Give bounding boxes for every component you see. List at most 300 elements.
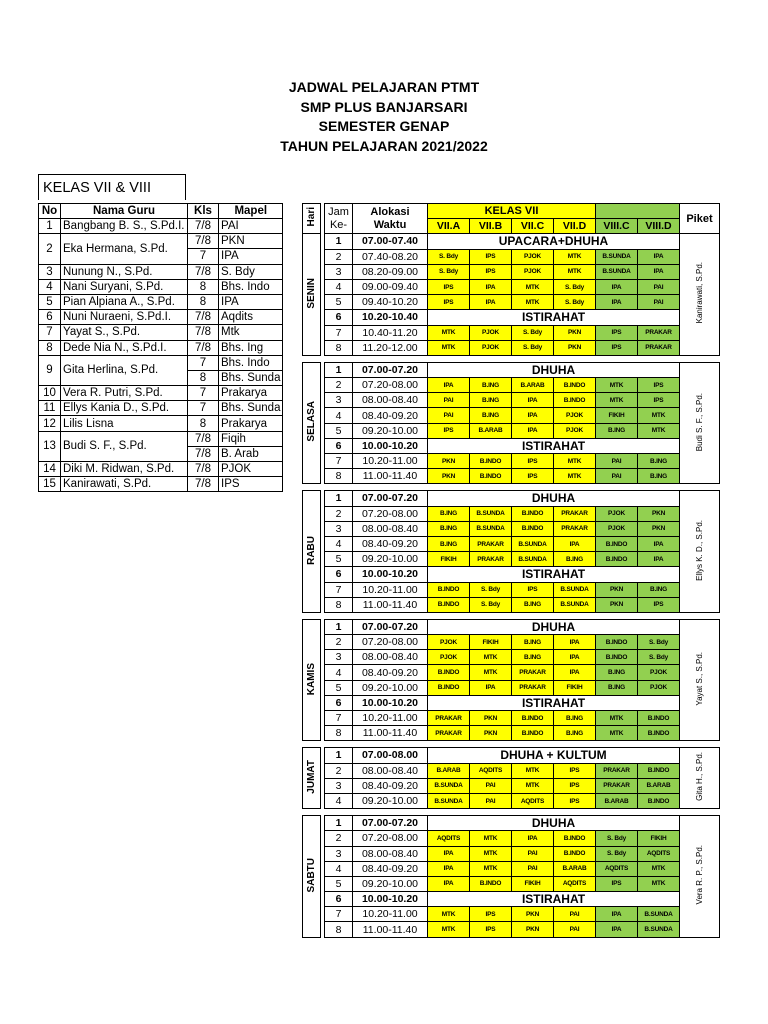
subject-cell: IPA [596, 922, 638, 937]
jam-cell: 7 [325, 711, 353, 726]
subject-cell: PJOK [512, 249, 554, 264]
schedule-row [303, 264, 720, 279]
subject-cell: B.INDO [470, 876, 512, 891]
subject-cell: MTK [596, 393, 638, 408]
jam-cell: 5 [325, 423, 353, 438]
subject-cell: B.INDO [428, 597, 470, 612]
subject-cell: PRAKAR [554, 506, 596, 521]
day-label: SENIN [306, 277, 317, 309]
waktu-cell: 11.00-11.40 [353, 469, 428, 484]
schedule-row [303, 582, 720, 597]
jam-cell: 8 [325, 726, 353, 741]
waktu-cell: 10.20-11.00 [353, 907, 428, 922]
teacher-kls: 7/8 [188, 234, 219, 249]
jam-cell: 5 [325, 876, 353, 891]
teacher-no: 4 [39, 279, 61, 294]
jam-cell: 4 [325, 793, 353, 808]
subject-cell: B.ING [638, 454, 680, 469]
kelas7-header: KELAS VII [428, 204, 596, 219]
subject-cell: PRAKAR [470, 536, 512, 551]
subject-cell: IPA [512, 831, 554, 846]
waktu-cell: 08.40-09.20 [353, 861, 428, 876]
subject-cell: IPS [596, 340, 638, 355]
schedule-row [303, 665, 720, 680]
jam-cell: 3 [325, 846, 353, 861]
gap-cell [303, 809, 720, 816]
class-header: VII.B [470, 219, 512, 234]
subject-cell: MTK [428, 922, 470, 937]
subject-cell: B.ARAB [470, 423, 512, 438]
subject-cell: MTK [596, 726, 638, 741]
jam-cell: 3 [325, 521, 353, 536]
subject-cell: PRAKAR [428, 726, 470, 741]
subject-cell: B.INDO [638, 726, 680, 741]
schedule-row [303, 310, 720, 325]
waktu-cell: 09.20-10.00 [353, 680, 428, 695]
jam-cell: 7 [325, 454, 353, 469]
subject-cell: IPS [638, 378, 680, 393]
teacher-mapel: IPS [219, 477, 283, 492]
teacher-row [39, 477, 283, 492]
teacher-name: Vera R. Putri, S.Pd. [61, 386, 188, 401]
subject-cell: B.INDO [554, 831, 596, 846]
waktu-cell: 08.20-09.00 [353, 264, 428, 279]
schedule-row [303, 249, 720, 264]
subject-cell: B.INDO [428, 680, 470, 695]
subject-cell: PAI [428, 393, 470, 408]
subject-cell: IPA [470, 295, 512, 310]
day-gap [303, 355, 720, 362]
subject-cell: IPA [470, 680, 512, 695]
subject-cell: PKN [554, 325, 596, 340]
teacher-no: 7 [39, 325, 61, 340]
schedule-row [303, 423, 720, 438]
schedule-row [303, 619, 720, 634]
day-label: RABU [306, 535, 317, 565]
gap-cell [303, 612, 720, 619]
subject-cell: B.INDO [638, 711, 680, 726]
schedule-row [303, 635, 720, 650]
teacher-no: 14 [39, 462, 61, 477]
subject-cell: IPA [428, 876, 470, 891]
subject-cell: PAI [596, 469, 638, 484]
piket-cell [680, 619, 720, 741]
subject-cell: PAI [470, 793, 512, 808]
subject-cell: B.ARAB [554, 861, 596, 876]
subject-cell: IPA [554, 665, 596, 680]
subject-cell: IPA [596, 279, 638, 294]
subject-cell: B.SUNDA [470, 521, 512, 536]
waktu-cell: 08.40-09.20 [353, 536, 428, 551]
day-name [303, 748, 321, 809]
subject-cell: FIKIH [638, 831, 680, 846]
waktu-cell: 10.00-10.20 [353, 567, 428, 582]
subject-cell: IPA [596, 907, 638, 922]
day-name [303, 362, 321, 484]
merged-activity: DHUHA [428, 362, 680, 377]
alokasi-header: Alokasi Waktu [353, 204, 428, 234]
schedule-row [303, 234, 720, 249]
jam-cell: 3 [325, 393, 353, 408]
schedule-row [303, 506, 720, 521]
jam-cell: 7 [325, 325, 353, 340]
waktu-cell: 09.20-10.00 [353, 876, 428, 891]
waktu-cell: 07.00-07.20 [353, 491, 428, 506]
teacher-row [39, 462, 283, 477]
day-name [303, 619, 321, 741]
subject-cell: PJOK [428, 635, 470, 650]
subject-cell: MTK [428, 907, 470, 922]
teacher-kls: 7/8 [188, 340, 219, 355]
subject-cell: PKN [428, 454, 470, 469]
subject-cell: PRAKAR [512, 680, 554, 695]
subject-cell: B.ING [428, 521, 470, 536]
jam-cell: 4 [325, 665, 353, 680]
piket-label: Kanirawati, S.Pd. [695, 262, 704, 324]
subject-cell: IPS [554, 778, 596, 793]
waktu-cell: 11.00-11.40 [353, 922, 428, 937]
col-header-no: No [39, 204, 61, 219]
schedule-row [303, 325, 720, 340]
subject-cell: IPA [470, 279, 512, 294]
day-gap [303, 612, 720, 619]
teacher-name: Dede Nia N., S.Pd.I. [61, 340, 188, 355]
subject-cell: B.SUNDA [428, 778, 470, 793]
schedule-row [303, 454, 720, 469]
piket-cell [680, 362, 720, 484]
teacher-mapel: Bhs. Sunda [219, 370, 283, 385]
subject-cell: B.INDO [512, 711, 554, 726]
teacher-kls: 7 [188, 401, 219, 416]
waktu-cell: 07.20-08.00 [353, 635, 428, 650]
jam-cell: 1 [325, 748, 353, 763]
subject-cell: PJOK [470, 340, 512, 355]
merged-activity: UPACARA+DHUHA [428, 234, 680, 249]
merged-activity: DHUHA + KULTUM [428, 748, 680, 763]
teacher-row [39, 310, 283, 325]
teacher-name: Budi S. F., S.Pd. [61, 431, 188, 461]
teacher-no: 15 [39, 477, 61, 492]
teacher-mapel: IPA [219, 294, 283, 309]
schedule-row [303, 491, 720, 506]
teacher-name: Nuni Nuraeni, S.Pd.I. [61, 310, 188, 325]
subject-cell: AQDITS [554, 876, 596, 891]
teacher-row [39, 264, 283, 279]
jam-cell: 1 [325, 362, 353, 377]
jam-cell: 1 [325, 491, 353, 506]
subject-cell: B.INDO [638, 763, 680, 778]
hari-header: Hari [303, 204, 321, 234]
waktu-cell: 07.20-08.00 [353, 831, 428, 846]
subject-cell: PRAKAR [512, 665, 554, 680]
subject-cell: PJOK [638, 665, 680, 680]
subject-cell: IPS [428, 279, 470, 294]
schedule-row [303, 816, 720, 831]
subject-cell: S. Bdy [512, 340, 554, 355]
schedule-row [303, 748, 720, 763]
piket-header: Piket [680, 204, 720, 234]
teacher-mapel: Bhs. Indo [219, 279, 283, 294]
subject-cell: IPS [596, 876, 638, 891]
waktu-cell: 09.00-09.40 [353, 279, 428, 294]
schedule-row [303, 536, 720, 551]
subject-cell: B.ING [554, 552, 596, 567]
subject-cell: IPA [512, 393, 554, 408]
jam-cell: 8 [325, 922, 353, 937]
subject-cell: PRAKAR [428, 711, 470, 726]
subject-cell: B.INDO [554, 846, 596, 861]
jam-cell: 4 [325, 408, 353, 423]
jam-cell: 2 [325, 378, 353, 393]
subject-cell: IPA [638, 249, 680, 264]
waktu-cell: 08.00-08.40 [353, 393, 428, 408]
schedule-row [303, 340, 720, 355]
waktu-cell: 07.40-08.20 [353, 249, 428, 264]
subject-cell: B.INDO [596, 536, 638, 551]
merged-activity: DHUHA [428, 619, 680, 634]
subject-cell: PAI [428, 408, 470, 423]
teacher-name: Nani Suryani, S.Pd. [61, 279, 188, 294]
subject-cell: B.ING [512, 635, 554, 650]
jam-cell: 1 [325, 619, 353, 634]
schedule-row [303, 907, 720, 922]
jam-cell: 2 [325, 249, 353, 264]
class-header: VIII.D [638, 219, 680, 234]
piket-label: Yayat S., S.Pd. [695, 651, 704, 706]
teacher-no: 11 [39, 401, 61, 416]
jam-cell: 1 [325, 816, 353, 831]
subject-cell: B.ING [428, 506, 470, 521]
teacher-row [39, 340, 283, 355]
teacher-kls: 7 [188, 386, 219, 401]
subject-cell: PJOK [554, 423, 596, 438]
waktu-cell: 10.00-10.20 [353, 892, 428, 907]
subject-cell: MTK [638, 423, 680, 438]
subject-cell: MTK [512, 778, 554, 793]
teacher-name: Ellys Kania D., S.Pd. [61, 401, 188, 416]
day-label: SABTU [306, 857, 317, 893]
teacher-mapel: Bhs. Ing [219, 340, 283, 355]
subject-cell: B.ING [638, 469, 680, 484]
subject-cell: PAI [512, 846, 554, 861]
schedule-row [303, 378, 720, 393]
waktu-cell: 10.20-10.40 [353, 310, 428, 325]
subject-cell: B.ING [512, 650, 554, 665]
piket-cell [680, 816, 720, 938]
schedule-row [303, 793, 720, 808]
jam-cell: 8 [325, 597, 353, 612]
subject-cell: PRAKAR [638, 325, 680, 340]
jam-cell: 2 [325, 635, 353, 650]
jam-cell: 5 [325, 552, 353, 567]
subject-cell: IPS [512, 469, 554, 484]
subject-cell: IPA [638, 264, 680, 279]
subject-cell: B.SUNDA [512, 552, 554, 567]
teacher-kls: 8 [188, 279, 219, 294]
col-header-name: Nama Guru [61, 204, 188, 219]
subject-cell: IPS [470, 264, 512, 279]
teacher-no: 13 [39, 431, 61, 461]
class-header: VII.A [428, 219, 470, 234]
teacher-kls: 8 [188, 294, 219, 309]
subject-cell: AQDITS [638, 846, 680, 861]
jam-cell: 4 [325, 861, 353, 876]
subject-cell: AQDITS [596, 861, 638, 876]
subject-cell: IPA [554, 635, 596, 650]
jam-cell: 7 [325, 907, 353, 922]
subject-cell: B.SUNDA [554, 582, 596, 597]
subject-cell: IPS [596, 325, 638, 340]
subject-cell: PJOK [470, 325, 512, 340]
subject-cell: MTK [554, 264, 596, 279]
subject-cell: MTK [596, 711, 638, 726]
subject-cell: B.ING [596, 680, 638, 695]
teacher-mapel: Bhs. Sunda [219, 401, 283, 416]
schedule-row [303, 892, 720, 907]
class-header: VIII.C [596, 219, 638, 234]
jam-cell: 6 [325, 892, 353, 907]
schedule-table [302, 203, 720, 938]
teacher-no: 1 [39, 219, 61, 234]
subject-cell: IPA [554, 536, 596, 551]
gap-cell [303, 741, 720, 748]
subject-cell: B.INDO [638, 793, 680, 808]
waktu-cell: 07.20-08.00 [353, 378, 428, 393]
jam-cell: 6 [325, 567, 353, 582]
merged-activity: ISTIRAHAT [428, 310, 680, 325]
subject-cell: MTK [512, 295, 554, 310]
teacher-kls: 7/8 [188, 310, 219, 325]
subject-cell: PJOK [554, 408, 596, 423]
subject-cell: S. Bdy [638, 650, 680, 665]
teacher-mapel: B. Arab [219, 446, 283, 461]
subject-cell: PRAKAR [596, 778, 638, 793]
merged-activity: DHUHA [428, 816, 680, 831]
piket-label: Gita H., S.Pd. [695, 752, 704, 802]
subject-cell: B.ING [596, 665, 638, 680]
waktu-cell: 09.40-10.20 [353, 295, 428, 310]
day-gap [303, 809, 720, 816]
teacher-kls: 7/8 [188, 219, 219, 234]
subject-cell: B.ARAB [428, 763, 470, 778]
subject-cell: B.SUNDA [596, 264, 638, 279]
subject-cell: AQDITS [512, 793, 554, 808]
subject-cell: S. Bdy [596, 831, 638, 846]
teacher-kls: 8 [188, 370, 219, 385]
subject-cell: PKN [470, 711, 512, 726]
subject-cell: S. Bdy [512, 325, 554, 340]
waktu-cell: 11.20-12.00 [353, 340, 428, 355]
subject-cell: PKN [428, 469, 470, 484]
jam-cell: 6 [325, 438, 353, 453]
jam-cell: 2 [325, 831, 353, 846]
schedule-row [303, 279, 720, 294]
waktu-cell: 07.00-07.20 [353, 362, 428, 377]
kelas-header: KELAS VII & VIII [38, 174, 186, 200]
page-title [0, 78, 768, 156]
day-gap [303, 484, 720, 491]
waktu-cell: 10.40-11.20 [353, 325, 428, 340]
subject-cell: B.ING [428, 536, 470, 551]
schedule-row [303, 567, 720, 582]
subject-cell: B.SUNDA [638, 907, 680, 922]
jam-cell: 2 [325, 506, 353, 521]
subject-cell: MTK [470, 665, 512, 680]
jam-cell: 4 [325, 536, 353, 551]
subject-cell: B.INDO [470, 469, 512, 484]
teacher-mapel: PKN [219, 234, 283, 249]
subject-cell: MTK [638, 408, 680, 423]
subject-cell: B.SUNDA [638, 922, 680, 937]
waktu-cell: 08.40-09.20 [353, 665, 428, 680]
day-gap [303, 741, 720, 748]
schedule-row [303, 521, 720, 536]
subject-cell: PKN [638, 506, 680, 521]
subject-cell: MTK [596, 378, 638, 393]
subject-cell: IPS [470, 922, 512, 937]
waktu-cell: 08.00-08.40 [353, 763, 428, 778]
subject-cell: IPS [638, 393, 680, 408]
subject-cell: PKN [512, 907, 554, 922]
teacher-mapel: Prakarya [219, 416, 283, 431]
schedule-row [303, 763, 720, 778]
subject-cell: MTK [554, 454, 596, 469]
waktu-cell: 09.20-10.00 [353, 552, 428, 567]
schedule-row [303, 469, 720, 484]
jam-cell: 8 [325, 469, 353, 484]
subject-cell: B.ING [470, 393, 512, 408]
waktu-cell: 10.20-11.00 [353, 711, 428, 726]
jam-cell: 1 [325, 234, 353, 249]
teacher-kls: 7 [188, 355, 219, 370]
jam-cell: 3 [325, 650, 353, 665]
day-name [303, 816, 321, 938]
subject-cell: MTK [470, 846, 512, 861]
jam-cell: 5 [325, 680, 353, 695]
subject-cell: B.ING [512, 597, 554, 612]
teacher-name: Kanirawati, S.Pd. [61, 477, 188, 492]
schedule-row [303, 846, 720, 861]
subject-cell: PAI [596, 454, 638, 469]
subject-cell: B.ING [596, 423, 638, 438]
teacher-name: Eka Hermana, S.Pd. [61, 234, 188, 264]
teacher-row [39, 234, 283, 249]
schedule-row [303, 778, 720, 793]
subject-cell: B.INDO [512, 506, 554, 521]
subject-cell: MTK [470, 831, 512, 846]
subject-cell: S. Bdy [428, 249, 470, 264]
subject-cell: B.INDO [596, 650, 638, 665]
merged-activity: ISTIRAHAT [428, 892, 680, 907]
subject-cell: IPS [638, 597, 680, 612]
subject-cell: IPS [470, 907, 512, 922]
teacher-name: Yayat S., S.Pd. [61, 325, 188, 340]
merged-activity: ISTIRAHAT [428, 695, 680, 710]
subject-cell: IPA [596, 295, 638, 310]
teacher-row [39, 279, 283, 294]
subject-cell: B.INDO [554, 378, 596, 393]
waktu-cell: 11.00-11.40 [353, 597, 428, 612]
schedule-row [303, 922, 720, 937]
teacher-row [39, 386, 283, 401]
schedule-row [303, 597, 720, 612]
waktu-cell: 07.00-07.20 [353, 816, 428, 831]
teacher-row [39, 401, 283, 416]
teacher-row [39, 355, 283, 370]
jam-cell: 6 [325, 310, 353, 325]
schedule-row [303, 876, 720, 891]
teacher-kls: 7/8 [188, 477, 219, 492]
